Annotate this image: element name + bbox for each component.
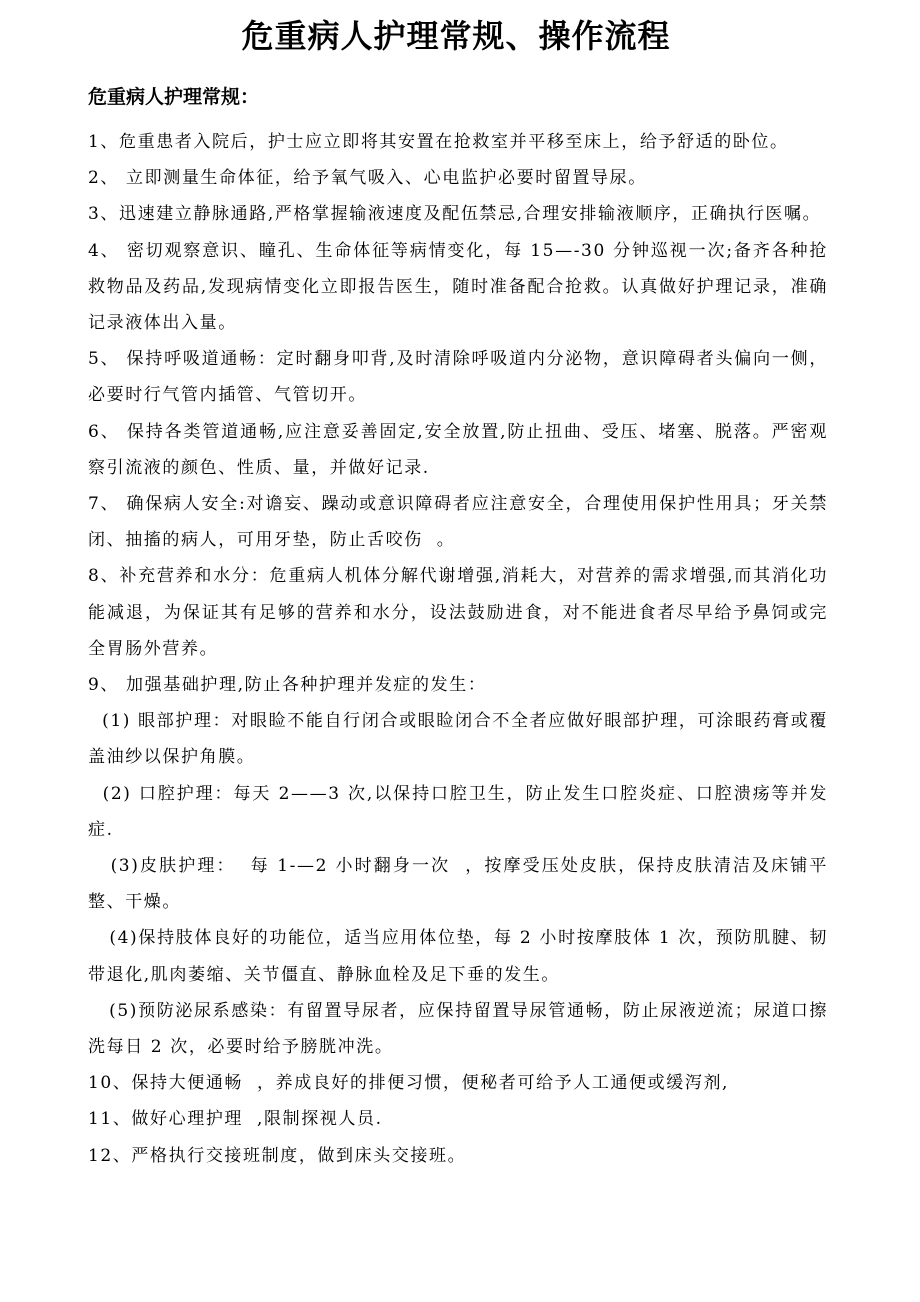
care-item-9: 9、 加强基础护理,防止各种护理并发症的发生： [88, 675, 487, 696]
care-subitem-limb: (4)保持肢体良好的功能位，适当应用体位垫，每 2 小时按摩肢体 1 次，预防肌腱、韧带退化,肌肉萎缩、关节僵直、静脉血栓及足下垂的发生。 [88, 928, 828, 985]
care-item-4: 4、 密切观察意识、瞳孔、生命体征等病情变化，每 15—-30 分钟巡视一次;备齐各种抢救物品及药品,发现病情变化立即报告医生，随时准备配合抢救。认真做好护理记录，准确记录液体出入量。 [88, 240, 828, 334]
section-heading: 危重病人护理常规： [88, 86, 260, 108]
care-subitem-skin: (3)皮肤护理： 每 1-—2 小时翻身一次 ，按摩受压处皮肤，保持皮肤清洁及床铺平整、干燥。 [88, 856, 829, 913]
care-item-10: 10、保持大便通畅 ，养成良好的排便习惯，便秘者可给予人工通便或缓泻剂, [88, 1073, 730, 1094]
care-item-7: 7、 确保病人安全:对谵妄、躁动或意识障碍者应注意安全，合理使用保护性用具；牙关禁闭、抽搐的病人，可用牙垫，防止舌咬伤 。 [88, 494, 828, 551]
document-page [88, 0, 828, 1174]
document-title: 危重病人护理常规、操作流程 [241, 17, 671, 55]
care-item-5: 5、 保持呼吸道通畅：定时翻身叩背,及时清除呼吸道内分泌物，意识障碍者头偏向一侧，必要时行气管内插管、气管切开。 [88, 349, 828, 406]
care-item-12: 12、严格执行交接班制度，做到床头交接班。 [88, 1145, 467, 1166]
care-subitem-urinary: (5)预防泌尿系感染：有留置导尿者，应保持留置导尿管通畅，防止尿液逆流；尿道口擦洗每日 2 次，必要时给予膀胱冲洗。 [88, 1000, 828, 1058]
care-items-list [88, 124, 828, 1174]
care-item-6: 6、 保持各类管道通畅,应注意妥善固定,安全放置,防止扭曲、受压、堵塞、脱落。严密观察引流液的颜色、性质、量，并做好记录. [88, 421, 828, 478]
care-item-11: 11、做好心理护理 ,限制探视人员. [88, 1109, 383, 1130]
care-item-1: 1、危重患者入院后，护士应立即将其安置在抢救室并平移至床上，给予舒适的卧位。 [88, 132, 789, 152]
care-item-2: 2、 立即测量生命体征，给予氧气吸入、心电监护必要时留置导尿。 [88, 168, 647, 189]
care-subitem-eye: (1) 眼部护理：对眼睑不能自行闭合或眼睑闭合不全者应做好眼部护理，可涂眼药膏或覆盖油纱以保护角膜。 [88, 711, 828, 768]
care-item-8: 8、补充营养和水分：危重病人机体分解代谢增强,消耗大，对营养的需求增强,而其消化功能减退，为保证其有足够的营养和水分，设法鼓励进食，对不能进食者尽早给予鼻饲或完全胃肠外营养。 [88, 566, 828, 659]
care-subitem-oral: (2) 口腔护理：每天 2——3 次,以保持口腔卫生，防止发生口腔炎症、口腔溃疡等并发症. [88, 783, 828, 840]
care-item-3: 3、迅速建立静脉通路,严格掌握输液速度及配伍禁忌,合理安排输液顺序，正确执行医嘱。 [88, 204, 822, 225]
